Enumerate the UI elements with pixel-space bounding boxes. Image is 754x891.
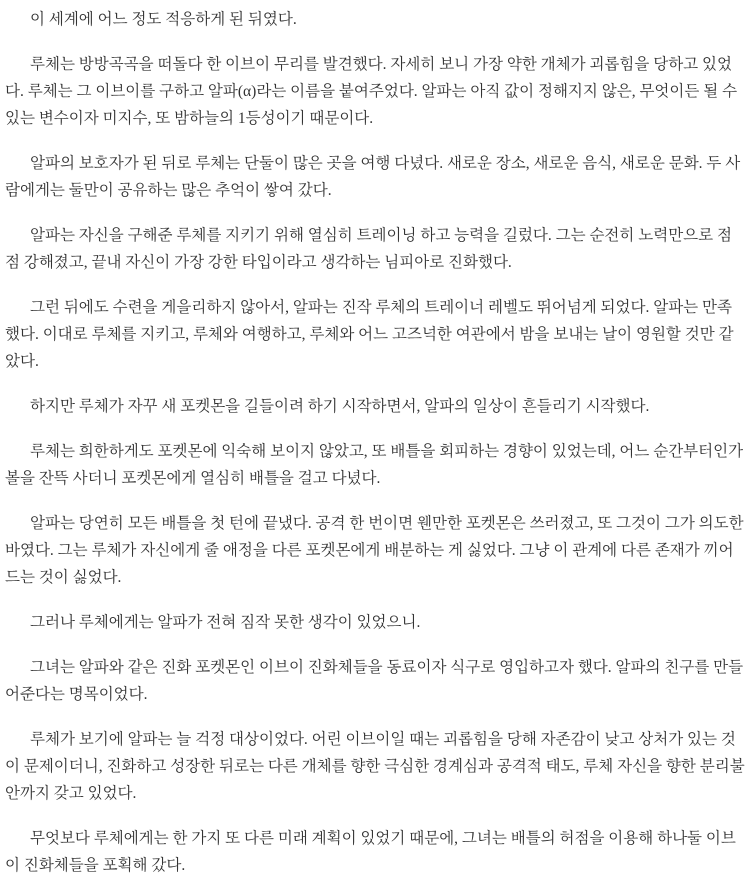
paragraph: 알파는 당연히 모든 배틀을 첫 턴에 끝냈다. 공격 한 번이면 웬만한 포켓몬은 쓰러졌고, 또 그것이 그가 의도한 바였다. 그는 루체가 자신에게 줄 애정을 다른 포켓몬에게 배분하는 게 싫었다. 그냥 이 관계에 다른 존재가 끼어드는 것이 싫었다.: [5, 515, 744, 586]
paragraph: 그녀는 알파와 같은 진화 포켓몬인 이브이 진화체들을 동료이자 식구로 영입하고자 했다. 알파의 친구를 만들어준다는 명목이었다.: [5, 659, 744, 703]
paragraph: 하지만 루체가 자꾸 새 포켓몬을 길들이려 하기 시작하면서, 알파의 일상이 흔들리기 시작했다.: [30, 398, 650, 415]
paragraph: 알파의 보호자가 된 뒤로 루체는 단둘이 많은 곳을 여행 다녔다. 새로운 장소, 새로운 음식, 새로운 문화. 두 사람에게는 둘만이 공유하는 많은 추억이 쌓여 갔다.: [5, 155, 741, 199]
paragraph: 루체가 보기에 알파는 늘 걱정 대상이었다. 어린 이브이일 때는 괴롭힘을 당해 자존감이 낮고 상처가 있는 것이 문제이더니, 진화하고 성장한 뒤로는 다른 개체를 향한 극심한 경계심과 공격적 태도, 루체 자신을 향한 분리불안까지 갖고 있었다.: [5, 731, 745, 802]
paragraph: 무엇보다 루체에게는 한 가지 또 다른 미래 계획이 있었기 때문에, 그녀는 배틀의 허점을 이용해 하나둘 이브이 진화체들을 포획해 갔다.: [5, 830, 736, 874]
paragraph: 그런 뒤에도 수련을 게을리하지 않아서, 알파는 진작 루체의 트레이너 레벨도 뛰어넘게 되었다. 알파는 만족했다. 이대로 루체를 지키고, 루체와 여행하고, 루체와 어느 고즈넉한 여관에서 밤을 보내는 날이 영원할 것만 같았다.: [5, 299, 734, 370]
paragraph: 루체는 방방곡곡을 떠돌다 한 이브이 무리를 발견했다. 자세히 보니 가장 약한 개체가 괴롭힘을 당하고 있었다. 루체는 그 이브이를 구하고 알파(α)라는 이름을 붙여주었다. 알파는 아직 값이 정해지지 않은, 무엇이든 될 수 있는 변수이자 미지수, 또 밤하늘의 1등성이기 때문이다.: [5, 56, 738, 127]
paragraph: 루체는 희한하게도 포켓몬에 익숙해 보이지 않았고, 또 배틀을 회피하는 경향이 있었는데, 어느 순간부터인가 볼을 잔뜩 사더니 포켓몬에게 열심히 배틀을 걸고 다녔다.: [5, 443, 744, 487]
paragraph: 이 세계에 어느 정도 적응하게 된 뒤였다.: [30, 11, 297, 28]
paragraph: 그러나 루체에게는 알파가 전혀 짐작 못한 생각이 있었으니.: [30, 614, 421, 631]
paragraph: 알파는 자신을 구해준 루체를 지키기 위해 열심히 트레이닝 하고 능력을 길렀다. 그는 순전히 노력만으로 점점 강해졌고, 끝내 자신이 가장 강한 타입이라고 생각하는 님피아로 진화했다.: [5, 227, 732, 271]
